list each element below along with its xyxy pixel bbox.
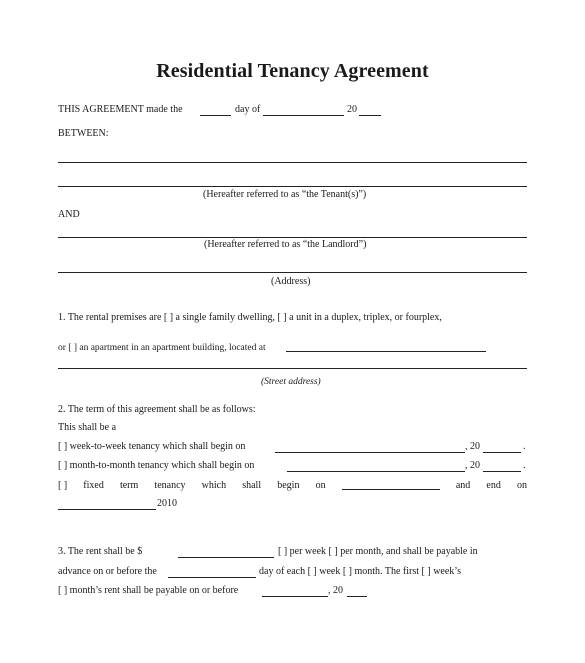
section3-line1-a: 3. The rent shall be $ (58, 546, 143, 557)
first-rent-date-field[interactable] (262, 596, 328, 597)
fixed-end-field[interactable] (58, 509, 156, 510)
monthly-year-field[interactable] (483, 471, 521, 472)
section3-year-label: , 20 (328, 585, 343, 596)
which-word: which (201, 480, 227, 491)
monthly-period: . (523, 460, 526, 471)
fixed-end-year: 2010 (157, 498, 177, 509)
first-rent-year-field[interactable] (347, 596, 367, 597)
weekly-year-field[interactable] (483, 452, 521, 453)
between-label: BETWEEN: (58, 128, 109, 139)
fixed-term-line (58, 480, 527, 492)
street-address-caption: (Street address) (261, 377, 321, 387)
end-word: end (486, 480, 501, 491)
tenant-line-2[interactable] (58, 186, 527, 187)
weekly-period: . (523, 441, 526, 452)
section3-line1-b: [ ] per week [ ] per month, and shall be payable in (278, 546, 478, 557)
landlord-line[interactable] (58, 237, 527, 238)
fixed-checkbox[interactable]: [ ] (58, 480, 68, 491)
payment-day-field[interactable] (168, 577, 256, 578)
section3-line2-a: advance on or before the (58, 566, 157, 577)
end-on-word: on (516, 480, 527, 491)
rent-amount-field[interactable] (178, 557, 274, 558)
on-word: on (315, 480, 326, 491)
tenancy-word: tenancy (154, 480, 186, 491)
address-caption: (Address) (271, 276, 311, 287)
weekly-option: [ ] week-to-week tenancy which shall begin on (58, 441, 246, 452)
and-word: and (455, 480, 471, 491)
month-field[interactable] (263, 115, 344, 116)
shall-word: shall (242, 480, 262, 491)
section2-heading: 2. The term of this agreement shall be as follows: (58, 404, 256, 415)
tenant-caption: (Hereafter referred to as “the Tenant(s)”) (203, 189, 367, 200)
landlord-caption: (Hereafter referred to as “the Landlord”) (204, 239, 367, 250)
tenant-line-1[interactable] (58, 162, 527, 163)
fixed-word: fixed (83, 480, 104, 491)
address-line[interactable] (58, 272, 527, 273)
location-field[interactable] (286, 351, 486, 352)
section3-line3-a: [ ] month’s rent shall be payable on or before (58, 585, 239, 596)
document-title: Residential Tenancy Agreement (156, 60, 429, 82)
day-field[interactable] (200, 115, 231, 116)
section2-sub: This shall be a (58, 422, 117, 433)
weekly-year-label: , 20 (465, 441, 480, 452)
street-address-line[interactable] (58, 368, 527, 369)
monthly-start-field[interactable] (287, 471, 465, 472)
fixed-start-field[interactable] (342, 480, 440, 490)
section3-line2-b: day of each [ ] week [ ] month. The first [ ] week’s (259, 566, 461, 577)
section1-line2: or [ ] an apartment in an apartment building, located at (58, 343, 266, 353)
year-prefix-label: 20 (347, 104, 357, 115)
begin-word: begin (277, 480, 300, 491)
weekly-start-field[interactable] (275, 452, 465, 453)
section1-line1: 1. The rental premises are [ ] a single family dwelling, [ ] a unit in a duplex, triplex, or fourplex, (58, 312, 442, 323)
monthly-option: [ ] month-to-month tenancy which shall begin on (58, 460, 255, 471)
agreement-made-label: THIS AGREEMENT made the (58, 104, 183, 115)
year-field[interactable] (359, 115, 381, 116)
term-word: term (119, 480, 139, 491)
monthly-year-label: , 20 (465, 460, 480, 471)
day-of-label: day of (235, 104, 261, 115)
and-label: AND (58, 209, 80, 220)
